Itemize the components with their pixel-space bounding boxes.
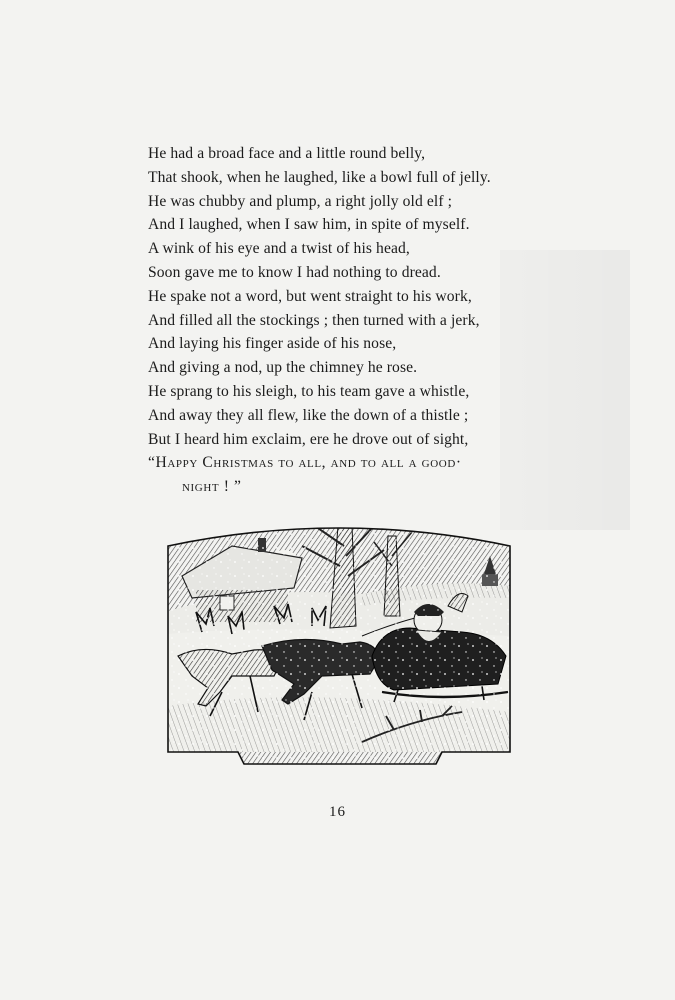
poem-line: And away they all flew, like the down of a thistle ;: [148, 406, 469, 424]
poem-line: And giving a nod, up the chimney he rose.: [148, 359, 418, 377]
poem-stanza: [148, 142, 491, 499]
poem-line: And I laughed, when I saw him, in spite of myself.: [148, 216, 470, 234]
poem-line: And filled all the stockings ; then turned with a jerk,: [148, 311, 480, 329]
poem-line: He was chubby and plump, a right jolly old elf ;: [148, 192, 453, 210]
poem-line: He sprang to his sleigh, to his team gave a whistle,: [148, 382, 470, 400]
poem-line: A wink of his eye and a twist of his head,: [148, 240, 410, 258]
poem-line: Soon gave me to know I had nothing to dread.: [148, 263, 441, 281]
poem-line: And laying his finger aside of his nose,: [148, 335, 397, 353]
bleed-through-shadow: [500, 250, 630, 530]
poem-line: But I heard him exclaim, ere he drove out of sight,: [148, 430, 469, 448]
santa-sleigh-illustration: [162, 516, 516, 772]
page-number: 16: [329, 804, 346, 820]
santa-sleigh-reindeer-engraving-icon: [162, 516, 516, 772]
poem-final-line: “Happy Christmas to all, and to all a good·: [148, 454, 462, 472]
poem-line: He spake not a word, but went straight to his work,: [148, 287, 472, 305]
poem-line: He had a broad face and a little round belly,: [148, 145, 426, 162]
poem-line: That shook, when he laughed, like a bowl full of jelly.: [148, 168, 491, 186]
poem-final-line-continuation: night ! ”: [182, 478, 242, 496]
